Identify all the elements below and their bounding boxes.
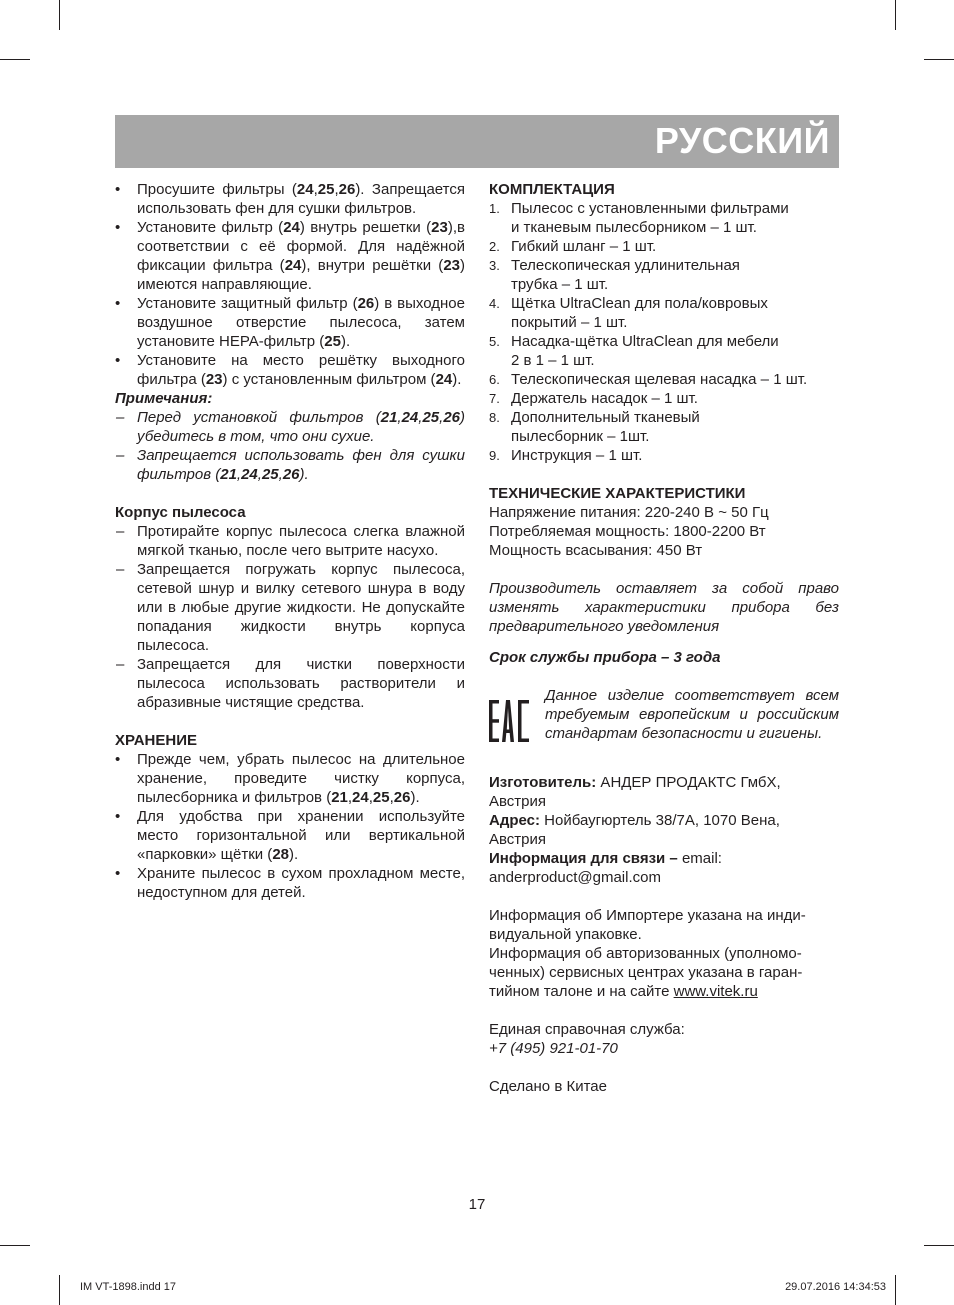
- filter-bullets: [115, 180, 465, 389]
- text-run: 23: [443, 257, 460, 274]
- notes-heading: Примечания:: [115, 390, 213, 407]
- text-run: ,: [389, 789, 394, 806]
- text-run: 25: [422, 409, 440, 426]
- dash-item: [115, 560, 465, 655]
- kit-item-line: Насадка-щётка UltraClean для мебели: [511, 333, 779, 350]
- text-run: 26: [338, 181, 356, 198]
- address-line: Адрес: Нойбаугюртель 38/7А, 1070 Вена,: [489, 812, 780, 829]
- text-run: ) в выходное воздушное отверстие пылесоса, затем установите HEPA-фильтр (: [137, 295, 465, 350]
- bullet-item: [115, 750, 465, 807]
- kit-item-line: Инструкция – 1 шт.: [511, 447, 643, 464]
- kit-item: [489, 199, 839, 237]
- crop-mark: [895, 1275, 896, 1305]
- crop-mark: [59, 1275, 60, 1305]
- manufacturer-note: Производитель оставляет за собой право изменять характеристики прибора без предварительного уведомления: [489, 580, 839, 635]
- kit-item: [489, 332, 839, 370]
- text-run: 24: [284, 257, 302, 274]
- text-run: ). Запрещается использовать фен для сушки фильтров.: [137, 181, 465, 217]
- kit-item: [489, 294, 839, 332]
- left-column: [115, 180, 465, 902]
- text-run: Запрещается для чистки поверхности пылесоса использовать растворители и абразивные чистящие средства.: [137, 656, 465, 711]
- service-life: Срок службы прибора – 3 года: [489, 649, 721, 666]
- kit-item: [489, 370, 839, 389]
- crop-mark: [924, 1245, 954, 1246]
- kit-item-line: Телескопическая щелевая насадка – 1 шт.: [511, 371, 808, 388]
- eac-block: [489, 686, 839, 762]
- text-run: Для удобства при хранении используйте место горизонтальной или вертикальной «парковки» щётки (: [137, 808, 465, 863]
- kit-item-number: 5.: [489, 334, 500, 349]
- kit-item-number: 1.: [489, 201, 500, 216]
- kit-item-line: Дополнительный тканевый: [511, 409, 700, 426]
- bullet-mark: •: [115, 352, 121, 369]
- right-column: [489, 180, 839, 1096]
- tech-line: Напряжение питания: 220-240 В ~ 50 Гц: [489, 504, 769, 521]
- bullet-item: [115, 294, 465, 351]
- bullet-mark: –: [116, 409, 125, 426]
- kit-item-line: Телескопическая удлинительная: [511, 257, 740, 274]
- text-run: 25: [324, 333, 341, 350]
- text-run: ) убедитесь в том, что они сухие.: [137, 409, 465, 445]
- text-run: ) внутрь решетки (: [299, 219, 432, 236]
- contact-line: Информация для связи – email:: [489, 850, 722, 867]
- text-run: ,: [347, 789, 353, 806]
- bullet-item: [115, 807, 465, 864]
- body-care-list: [115, 522, 465, 712]
- text-run: 26: [357, 295, 375, 312]
- text-run: ), внутри решётки (: [301, 257, 444, 274]
- note-item: [115, 408, 465, 446]
- text-run: ).: [340, 333, 351, 350]
- text-run: ,: [418, 409, 423, 426]
- page-title: РУССКИЙ: [654, 120, 830, 161]
- footer-date: 29.07.2016 14:34:53: [785, 1281, 886, 1293]
- text-run: ).: [299, 466, 309, 483]
- text-run: Прежде чем, убрать пылесос на длительное хранение, проведите чистку корпуса, пылесборника и фильтров (: [137, 751, 465, 806]
- kit-item: [489, 446, 839, 465]
- page-number: 17: [468, 1196, 486, 1213]
- kit-item-line: Пылесос с установленными фильтрами: [511, 200, 789, 217]
- text-run: Просушите фильтры (: [137, 181, 297, 198]
- bullet-mark: •: [115, 295, 121, 312]
- importer-line: видуальной упаковке.: [489, 926, 642, 943]
- text-run: ,: [278, 466, 283, 483]
- bullet-mark: •: [115, 865, 121, 882]
- bullet-item: [115, 218, 465, 294]
- text-run: ,: [439, 409, 444, 426]
- kit-item-line: покрытий – 1 шт.: [511, 314, 628, 331]
- storage-heading: ХРАНЕНИЕ: [115, 732, 197, 749]
- text-run: 25: [317, 181, 335, 198]
- text-run: Установите на место решётку выходного фильтра (: [137, 352, 465, 388]
- importer-line: Информация об Импортере указана на инди-: [489, 907, 806, 924]
- bullet-item: [115, 180, 465, 218]
- text-run: ) с установленным фильтром (: [222, 371, 436, 388]
- text-run: Храните пылесос в сухом прохладном месте, недоступном для детей.: [137, 865, 465, 901]
- service-centers-line: ченных) сервисных центрах указана в гаран-: [489, 964, 803, 981]
- text-run: Установите защитный фильтр (: [137, 295, 358, 312]
- bullet-mark: •: [115, 751, 121, 768]
- storage-list: [115, 750, 465, 902]
- text-run: ),в соответствии с её формой. Для надёжной фиксации фильтра (: [137, 219, 465, 274]
- text-run: 24: [352, 789, 369, 806]
- note-item: [115, 446, 465, 484]
- kit-item-line: Гибкий шланг – 1 шт.: [511, 238, 657, 255]
- contact-email: anderproduct@gmail.com: [489, 869, 661, 886]
- text-run: 23: [205, 371, 223, 388]
- text-run: Перед установкой фильтров (: [137, 409, 381, 426]
- text-run: 24: [241, 466, 258, 483]
- vitek-link[interactable]: www.vitek.ru: [673, 983, 758, 1000]
- kit-item-number: 9.: [489, 448, 500, 463]
- bullet-mark: •: [115, 219, 121, 236]
- text-run: 25: [372, 789, 390, 806]
- text-run: Запрещается погружать корпус пылесоса, сетевой шнур и вилку сетевого шнура в воду или в любые другие жидкости. Не допускайте попадания жидкости внутрь корпуса пылесоса.: [137, 561, 465, 654]
- kit-item-line: и тканевым пылесборником – 1 шт.: [511, 219, 757, 236]
- text-run: Установите фильтр (: [137, 219, 284, 236]
- manufacturer-line: Изготовитель: АНДЕР ПРОДАКТС ГмбХ,: [489, 774, 781, 791]
- text-run: ).: [410, 789, 420, 806]
- text-run: 21: [331, 789, 348, 806]
- text-run: Запрещается использовать фен для сушки фильтров (: [137, 447, 465, 483]
- kit-item-line: пылесборник – 1шт.: [511, 428, 650, 445]
- dash-item: [115, 655, 465, 712]
- kit-item: [489, 256, 839, 294]
- bullet-mark: •: [115, 808, 121, 825]
- address-country: Австрия: [489, 831, 547, 848]
- manufacturer-country: Австрия: [489, 793, 547, 810]
- text-run: 24: [435, 371, 453, 388]
- service-centers-line: Информация об авторизованных (уполномо-: [489, 945, 802, 962]
- kit-item-number: 3.: [489, 258, 500, 273]
- kit-item-line: трубка – 1 шт.: [511, 276, 609, 293]
- kit-item-line: Держатель насадок – 1 шт.: [511, 390, 698, 407]
- kit-item-number: 8.: [489, 410, 500, 425]
- text-run: ,: [236, 466, 242, 483]
- service-centers-line: тийном талоне и на сайте www.vitek.ru: [489, 983, 758, 1000]
- tech-heading: ТЕХНИЧЕСКИЕ ХАРАКТЕРИСТИКИ: [489, 485, 746, 502]
- kit-item-number: 7.: [489, 391, 500, 406]
- bullet-mark: •: [115, 181, 121, 198]
- bullet-item: [115, 351, 465, 389]
- text-run: ,: [397, 409, 402, 426]
- text-run: 25: [261, 466, 279, 483]
- text-run: ).: [452, 371, 462, 388]
- bullet-mark: –: [116, 523, 125, 540]
- kit-item: [489, 408, 839, 446]
- footer-file: IM VT-1898.indd 17: [80, 1281, 177, 1293]
- eac-text: Данное изделие соответствует всем требуемым европейским и российским стандартам безопасности и гигиены.: [545, 687, 839, 742]
- text-run: 24: [401, 409, 419, 426]
- bullet-mark: –: [116, 447, 125, 464]
- crop-mark: [0, 59, 30, 60]
- crop-mark: [924, 59, 954, 60]
- body-heading: Корпус пылесоса: [115, 504, 246, 521]
- crop-mark: [0, 1245, 30, 1246]
- text-run: 21: [380, 409, 398, 426]
- dash-item: [115, 522, 465, 560]
- text-run: 26: [443, 409, 460, 426]
- kit-item-number: 2.: [489, 239, 500, 254]
- text-run: ,: [313, 181, 318, 198]
- text-run: 24: [283, 219, 300, 236]
- text-run: ) имеются направляющие.: [137, 257, 465, 293]
- eac-logo-icon: [489, 700, 529, 742]
- text-run: ,: [334, 181, 339, 198]
- kit-item-line: 2 в 1 – 1 шт.: [511, 352, 595, 369]
- kit-item: [489, 389, 839, 408]
- bullet-item: [115, 864, 465, 902]
- helpline-phone: +7 (495) 921-01-70: [489, 1040, 618, 1057]
- text-run: ).: [289, 846, 299, 863]
- text-run: 24: [296, 181, 314, 198]
- bullet-mark: –: [116, 561, 125, 578]
- kit-heading: КОМПЛЕКТАЦИЯ: [489, 181, 615, 198]
- text-run: 26: [393, 789, 411, 806]
- language-header-bar: [115, 115, 839, 168]
- tech-line: Мощность всасывания: 450 Вт: [489, 542, 703, 559]
- tech-line: Потребляемая мощность: 1800-2200 Вт: [489, 523, 766, 540]
- text-run: ,: [257, 466, 262, 483]
- kit-item-line: Щётка UltraClean для пола/ковровых: [511, 295, 768, 312]
- text-run: Протирайте корпус пылесоса слегка влажной мягкой тканью, после чего вытрите насухо.: [137, 523, 465, 559]
- kit-item: [489, 237, 839, 256]
- helpline-label: Единая справочная служба:: [489, 1021, 685, 1038]
- text-run: 21: [220, 466, 237, 483]
- made-in: Сделано в Китае: [489, 1078, 607, 1095]
- text-run: 26: [282, 466, 300, 483]
- kit-item-number: 4.: [489, 296, 500, 311]
- notes-list: [115, 408, 465, 484]
- crop-mark: [895, 0, 896, 30]
- kit-item-number: 6.: [489, 372, 500, 387]
- text-run: ,: [368, 789, 373, 806]
- bullet-mark: –: [116, 656, 125, 673]
- kit-list: [489, 199, 839, 465]
- text-run: 28: [272, 846, 289, 863]
- crop-mark: [59, 0, 60, 30]
- text-run: 23: [431, 219, 448, 236]
